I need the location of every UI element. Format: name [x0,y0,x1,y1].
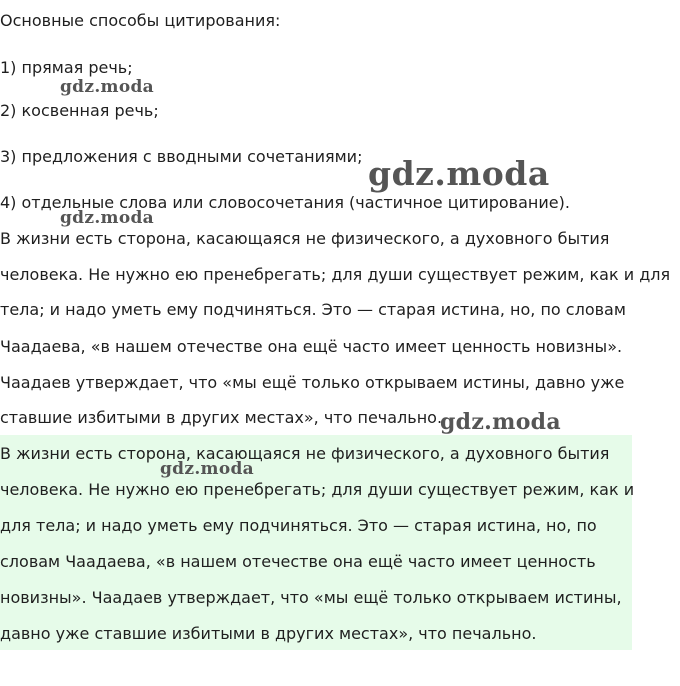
paragraph-line: Чаадаева, «в нашем отечестве она ещё часто имеет ценность новизны». [0,337,623,356]
list-item-indirect-speech: 2) косвенная речь; [0,101,159,120]
watermark: gdz.moda [60,208,154,228]
paragraph-line: тела; и надо уметь ему подчиняться. Это — старая истина, но, по словам [0,300,626,319]
paragraph-line: В жизни есть сторона, касающаяся не физического, а духовного бытия [0,444,610,463]
watermark: gdz.moda [60,77,154,97]
heading: Основные способы цитирования: [0,11,281,30]
list-item-direct-speech: 1) прямая речь; [0,58,133,77]
highlighted-answer-block [0,435,635,650]
paragraph-line: новизны». Чаадаев утверждает, что «мы ещё только открываем истины, [0,588,622,607]
paragraph-line: для тела; и надо уметь ему подчиняться. Это — старая истина, но, по [0,516,597,535]
watermark: gdz.moda [160,459,254,479]
paragraph-line: давно уже ставшие избитыми в других местах», что печально. [0,624,537,643]
paragraph-line: человека. Не нужно ею пренебрегать; для души существует режим, как и [0,480,635,499]
list-item-introductory-phrases: 3) предложения с вводными сочетаниями; [0,147,363,166]
paragraph-line: Чаадаев утверждает, что «мы ещё только открываем истины, давно уже [0,373,625,392]
list-item-partial-quotation: 4) отдельные слова или словосочетания (частичное цитирование). [0,193,570,212]
watermark: gdz.moda [368,154,550,193]
paragraph-line: ставшие избитыми в других местах», что печально. [0,408,443,427]
paragraph-line: человека. Не нужно ею пренебрегать; для души существует режим, как и для [0,265,671,284]
watermark: gdz.moda [440,409,561,435]
paragraph-line: В жизни есть сторона, касающаяся не физического, а духовного бытия [0,229,610,248]
paragraph-line: словам Чаадаева, «в нашем отечестве она ещё часто имеет ценность [0,552,596,571]
